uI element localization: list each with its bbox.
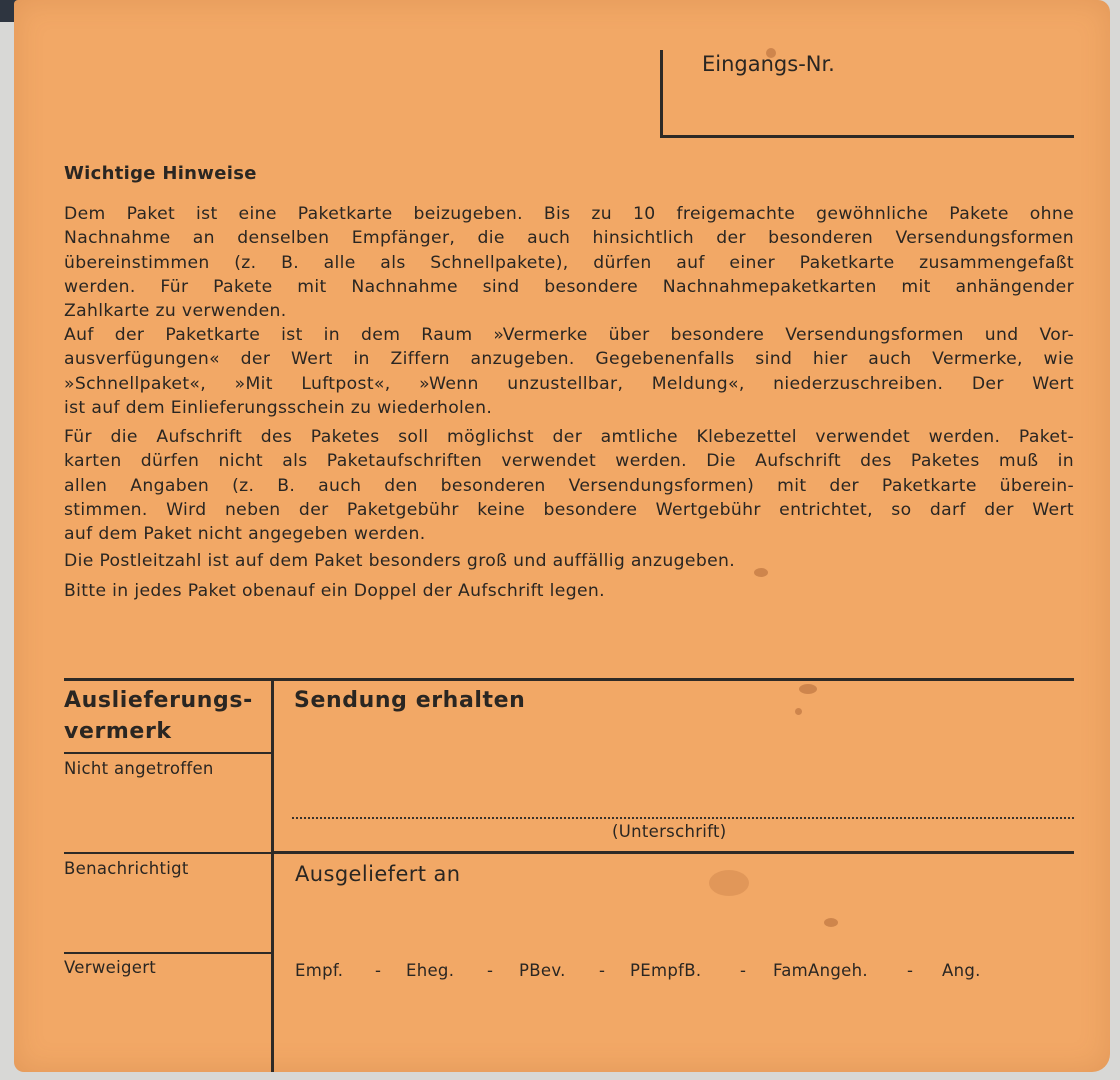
stain-mark <box>766 48 776 58</box>
stain-mark <box>795 708 802 715</box>
text-line: Bitte in jedes Paket obenauf ein Doppel der Aufschrift legen. <box>64 581 605 601</box>
eingangs-box-bottom-border <box>660 135 1074 138</box>
delivery-vertical-divider <box>271 678 274 1072</box>
signature-line <box>292 817 1074 819</box>
signature-label: (Unterschrift) <box>612 822 727 841</box>
text-line: ausverfügungen« der Wert in Ziffern anzugeben. Gegebenenfalls sind hier auch Vermerke, wie <box>64 349 1074 370</box>
notified-label: Benachrichtigt <box>64 859 189 878</box>
recipient-separator: - <box>740 961 747 980</box>
text-line: Nachnahme an denselben Empfänger, die auch hinsichtlich der besonderen Versendungsformen <box>64 228 1074 249</box>
recipient-separator: - <box>487 961 494 980</box>
text-line: »Schnellpaket«, »Mit Luftpost«, »Wenn unzustellbar, Meldung«, niederzuschreiben. Der Wert <box>64 373 1074 394</box>
recipient-eheg: Eheg. <box>406 961 455 980</box>
text-line: allen Angaben (z. B. auch den besonderen Versendungsformen) mit der Paketkarte überein- <box>64 475 1074 496</box>
stain-mark <box>754 568 768 577</box>
delivery-top-rule <box>64 678 1074 681</box>
notes-paragraph-1 <box>64 202 1074 323</box>
text-line: übereinstimmen (z. B. alle als Schnellpakete), dürfen auf einer Paketkarte zusammengefaßt <box>64 252 1074 273</box>
recipient-separator: - <box>907 961 914 980</box>
recipient-empf: Empf. <box>295 961 344 980</box>
notes-paragraph-5 <box>64 579 1074 603</box>
recipient-famangeh: FamAngeh. <box>773 961 868 980</box>
notes-heading: Wichtige Hinweise <box>64 163 257 184</box>
recipient-pempfb: PEmpfB. <box>630 961 702 980</box>
delivery-title-line2: vermerk <box>64 719 172 744</box>
text-line: Dem Paket ist eine Paketkarte beizugeben. Bis zu 10 freigemachte gewöhnliche Pakete ohne <box>64 204 1074 224</box>
text-line: Die Postleitzahl ist auf dem Paket besonders groß und auffällig anzugeben. <box>64 551 736 571</box>
notes-paragraph-4 <box>64 549 1074 573</box>
eingangs-box-left-border <box>660 50 663 138</box>
delivery-title-line1: Auslieferungs- <box>64 688 253 713</box>
text-line: karten dürfen nicht als Paketaufschriften verwendet werden. Die Aufschrift des Paketes muß in <box>64 451 1074 472</box>
left-rule-above-refused <box>64 952 272 954</box>
text-line: Für die Aufschrift des Paketes soll möglichst der amtliche Klebezettel verwendet werden. Paket- <box>64 427 1074 447</box>
recipient-separator: - <box>599 961 606 980</box>
left-rule-above-notified <box>64 852 272 854</box>
stain-mark <box>709 870 749 896</box>
right-rule-mid <box>272 851 1074 854</box>
notes-paragraph-3 <box>64 425 1074 546</box>
not-met-label: Nicht angetroffen <box>64 759 214 778</box>
stain-mark <box>799 684 817 694</box>
text-line: Zahlkarte zu verwenden. <box>64 301 287 322</box>
recipient-ang: Ang. <box>942 961 981 980</box>
text-line: ist auf dem Einlieferungsschein zu wiederholen. <box>64 397 493 418</box>
text-line: werden. Für Pakete mit Nachnahme sind besondere Nachnahmepaketkarten mit anhängender <box>64 276 1074 297</box>
parcel-card <box>14 0 1110 1072</box>
delivered-to-label: Ausgeliefert an <box>295 862 461 886</box>
text-line: Auf der Paketkarte ist in dem Raum »Vermerke über besondere Versendungsformen und Vor- <box>64 325 1074 345</box>
left-rule-under-title <box>64 752 272 754</box>
received-title: Sendung erhalten <box>294 688 526 713</box>
recipient-pbev: PBev. <box>519 961 566 980</box>
eingangs-nr-label: Eingangs-Nr. <box>702 52 835 76</box>
refused-label: Verweigert <box>64 958 157 977</box>
text-line: auf dem Paket nicht angegeben werden. <box>64 524 426 545</box>
stain-mark <box>824 918 838 927</box>
text-line: stimmen. Wird neben der Paketgebühr keine besondere Wertgebühr entrichtet, so darf der Wert <box>64 499 1074 520</box>
recipient-separator: - <box>375 961 382 980</box>
notes-paragraph-2 <box>64 323 1074 420</box>
